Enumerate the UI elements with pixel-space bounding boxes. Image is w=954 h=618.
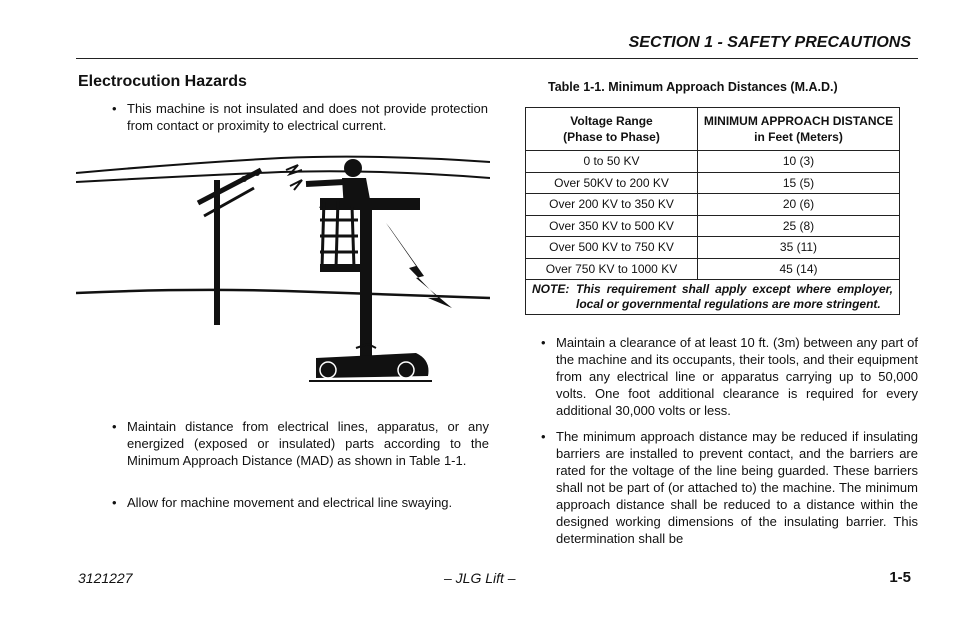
left-bullet-2-text: Maintain distance from electrical lines, apparatus, or any energized (exposed or insulated) parts according to the Minimum Approach Distance (MAD) as shown in Table 1-1. bbox=[127, 419, 489, 468]
voltage-header-line1: Voltage Range bbox=[570, 114, 653, 128]
table-title: Table 1-1. Minimum Approach Distances (M.A.D.) bbox=[548, 80, 838, 94]
bullet-dot: • bbox=[541, 335, 546, 350]
right-bullet-2-text: The minimum approach distance may be reduced if insulating barriers are installed to prevent contact, and the barriers are rated for the voltage of the line being guarded. These barriers shall not be part of (or attached to) the machine. The minimum approach distance shall be reduced to a distance within the designed working dimensions of the insulating barrier. This determination shall be bbox=[556, 429, 918, 546]
distance-cell: 45 (14) bbox=[698, 258, 900, 280]
voltage-header bbox=[526, 108, 698, 151]
left-bullet-1-text: This machine is not insulated and does not provide protection from contact or proximity to electrical current. bbox=[127, 101, 488, 133]
voltage-cell: Over 350 KV to 500 KV bbox=[526, 215, 698, 237]
distance-cell: 10 (3) bbox=[698, 151, 900, 173]
note-text: This requirement shall apply except where employer, local or governmental regulations are more stringent. bbox=[576, 282, 893, 311]
machine-mast bbox=[360, 210, 372, 360]
footer-brand: – JLG Lift – bbox=[444, 570, 516, 586]
document-number: 3121227 bbox=[78, 570, 133, 586]
table-row bbox=[526, 151, 900, 173]
table-row bbox=[526, 258, 900, 280]
bullet-dot: • bbox=[541, 429, 546, 444]
voltage-cell: Over 750 KV to 1000 KV bbox=[526, 258, 698, 280]
distance-cell: 15 (5) bbox=[698, 172, 900, 194]
power-line-lower bbox=[76, 290, 490, 298]
left-bullet-1 bbox=[112, 100, 488, 134]
distance-cell: 25 (8) bbox=[698, 215, 900, 237]
distance-header bbox=[698, 108, 900, 151]
header-divider bbox=[76, 58, 918, 59]
mad-table bbox=[525, 107, 900, 315]
right-bullet-1 bbox=[541, 334, 918, 419]
electrocution-illustration bbox=[76, 148, 490, 393]
left-bullet-3-text: Allow for machine movement and electrical line swaying. bbox=[127, 495, 453, 510]
power-line-middle bbox=[76, 171, 490, 182]
voltage-cell: 0 to 50 KV bbox=[526, 151, 698, 173]
table-row bbox=[526, 215, 900, 237]
table-note bbox=[526, 280, 900, 315]
worker-arm bbox=[306, 182, 344, 184]
voltage-cell: Over 500 KV to 750 KV bbox=[526, 237, 698, 259]
section-title: SECTION 1 - SAFETY PRECAUTIONS bbox=[628, 34, 911, 51]
page-number: 1-5 bbox=[889, 569, 911, 586]
distance-header-line2: in Feet (Meters) bbox=[754, 130, 843, 144]
distance-cell: 35 (11) bbox=[698, 237, 900, 259]
bullet-dot: • bbox=[112, 495, 117, 510]
table-note-row bbox=[526, 280, 900, 315]
utility-pole bbox=[214, 180, 220, 325]
electrocution-hazards-heading: Electrocution Hazards bbox=[78, 73, 247, 90]
table-header-row bbox=[526, 108, 900, 151]
table-row bbox=[526, 172, 900, 194]
table-row bbox=[526, 194, 900, 216]
power-line-top bbox=[76, 157, 490, 173]
voltage-cell: Over 50KV to 200 KV bbox=[526, 172, 698, 194]
worker-head bbox=[344, 159, 362, 177]
right-bullet-1-text: Maintain a clearance of at least 10 ft. (3m) between any part of the machine and its occupants, their tools, and their equipment from any electrical line or apparatus carrying up to 50,000 volts. One foot additional clearance is required for every additional 30,000 volts or less. bbox=[556, 335, 918, 418]
bullet-dot: • bbox=[112, 419, 117, 434]
bullet-dot: • bbox=[112, 101, 117, 116]
distance-header-line1: MINIMUM APPROACH DISTANCE bbox=[703, 114, 894, 128]
right-bullet-2 bbox=[541, 428, 918, 547]
voltage-cell: Over 200 KV to 350 KV bbox=[526, 194, 698, 216]
table-row bbox=[526, 237, 900, 259]
voltage-header-line2: (Phase to Phase) bbox=[563, 130, 660, 144]
distance-cell: 20 (6) bbox=[698, 194, 900, 216]
left-bullet-2 bbox=[112, 418, 489, 469]
note-label: NOTE: bbox=[532, 282, 570, 296]
left-bullet-3 bbox=[112, 494, 489, 511]
